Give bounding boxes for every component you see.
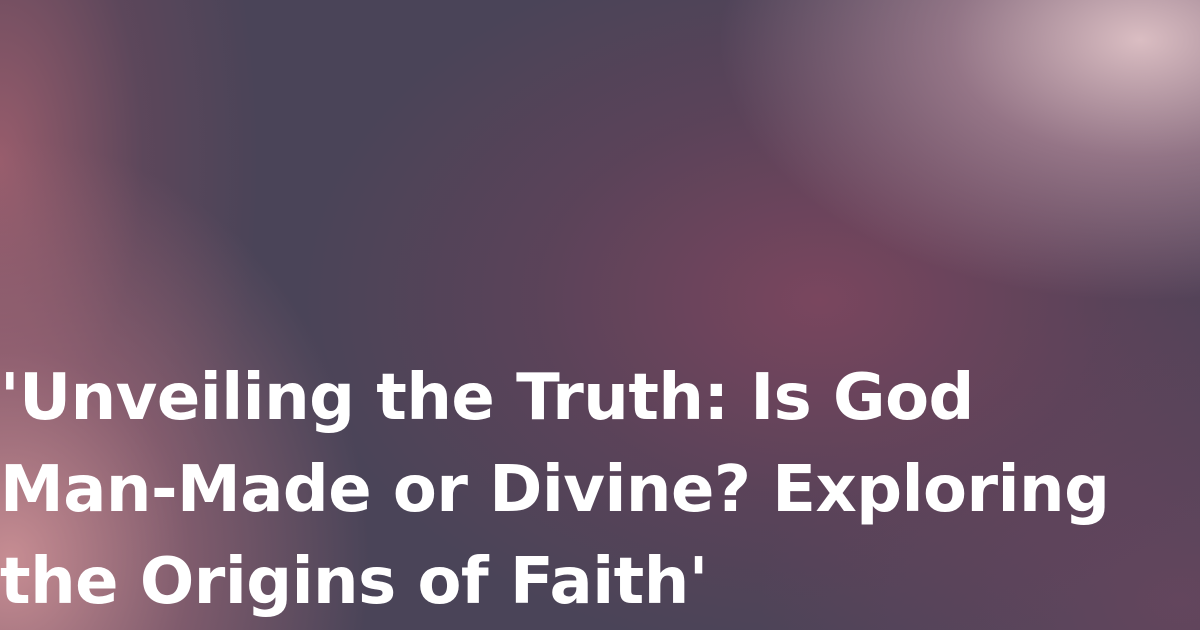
title-line-2: Man-Made or Divine? Exploring: [0, 453, 1110, 527]
title-line-3: the Origins of Faith': [0, 545, 708, 619]
title-line-1: 'Unveiling the Truth: Is God: [0, 361, 974, 435]
page-title: [0, 352, 1190, 628]
